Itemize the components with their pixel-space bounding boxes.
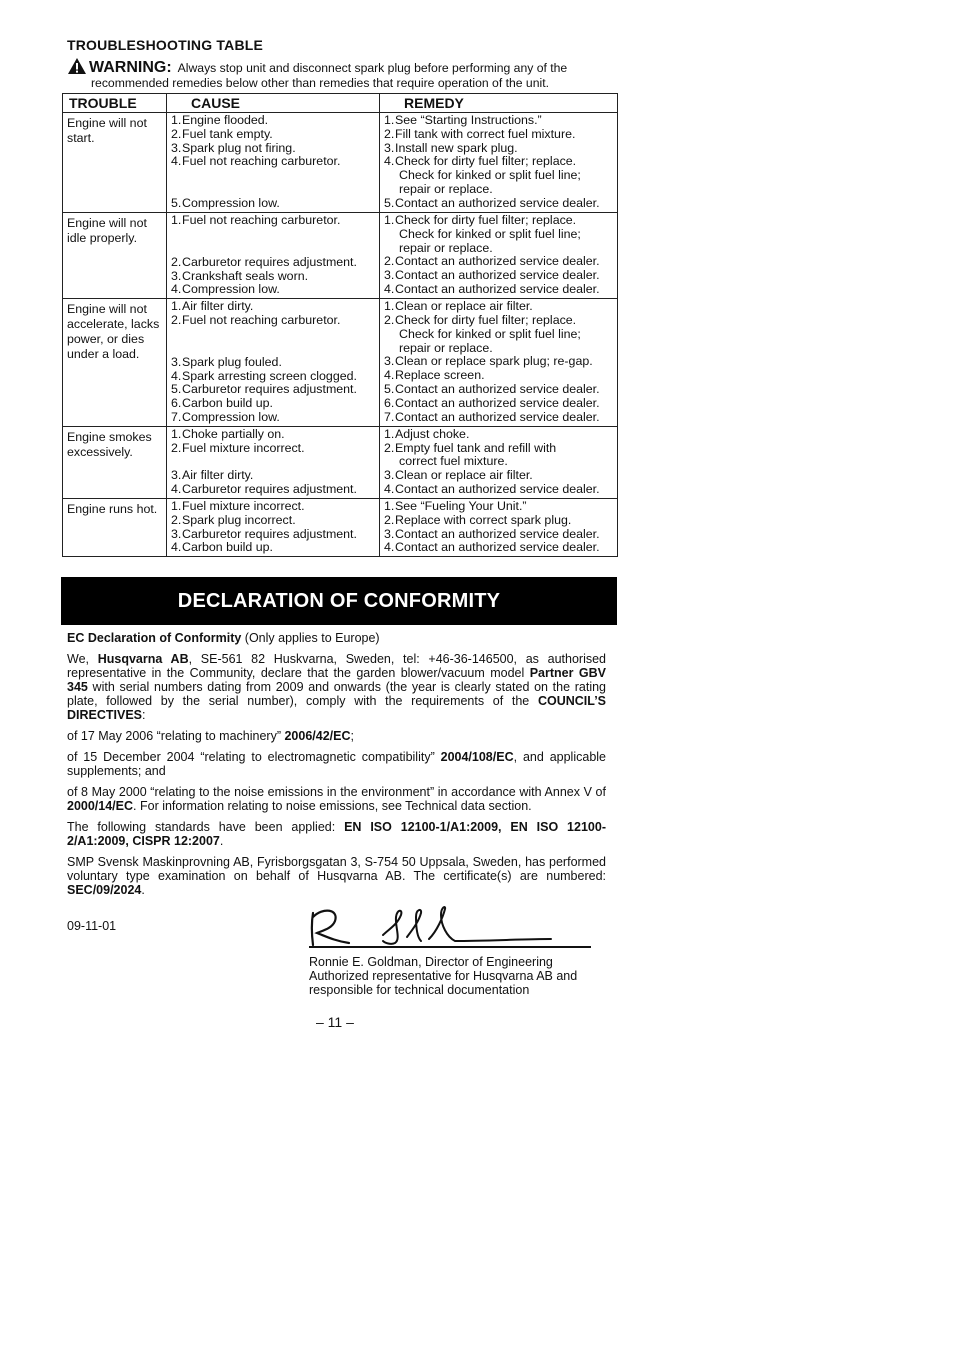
p1-directives: COUNCIL’S DIRECTIVES: [67, 694, 606, 722]
item-number: 1.: [171, 498, 182, 513]
remedy-item: [384, 442, 615, 456]
cause-item: [171, 383, 377, 397]
page-number: – 11 –: [316, 1014, 354, 1030]
item-number: 4.: [384, 481, 395, 496]
spacer: [171, 242, 377, 256]
item-text: Spark plug fouled.: [182, 354, 282, 369]
spacer: [171, 169, 377, 183]
remedy-item: [384, 411, 615, 425]
item-text: Spark arresting screen clogged.: [182, 368, 357, 383]
item-number: 2.: [384, 126, 395, 141]
item-text: Crankshaft seals worn.: [182, 268, 309, 283]
item-number: 3.: [384, 526, 395, 541]
p5-text-b: .: [219, 834, 224, 848]
p3-text-a: of 15 December 2004 “relating to electromagnetic compatibility”: [67, 750, 441, 764]
cause-item: [171, 397, 377, 411]
declaration-paragraph-4: [67, 785, 606, 813]
ec-title: EC Declaration of Conformity: [67, 631, 242, 645]
item-text: Fuel not reaching carburetor.: [182, 212, 341, 227]
p5-text-a: The following standards have been applied:: [67, 820, 345, 834]
item-number: 1.: [384, 498, 395, 513]
item-text: Carburetor requires adjustment.: [182, 526, 357, 541]
declaration-paragraph-3: [67, 750, 606, 778]
item-number: 4.: [384, 281, 395, 296]
remedy-item: [384, 469, 615, 483]
item-number: 5.: [171, 196, 182, 211]
cause-cell: [167, 299, 380, 427]
cause-item: [171, 528, 377, 542]
cause-cell: [167, 212, 380, 298]
item-number: 3.: [171, 140, 182, 155]
cause-item: [171, 142, 377, 156]
item-number: 1.: [171, 113, 182, 127]
item-text: Clean or replace air filter.: [395, 468, 533, 483]
item-number: 6.: [384, 395, 395, 410]
item-number: 4.: [384, 540, 395, 555]
item-number: 3.: [171, 526, 182, 541]
p1-model: Partner GBV 345: [67, 666, 606, 694]
item-text: repair or replace.: [399, 181, 493, 196]
item-number: 2.: [171, 254, 182, 269]
item-text: Contact an authorized service dealer.: [395, 254, 600, 269]
item-text: Contact an authorized service dealer.: [395, 526, 600, 541]
p2-text-a: of 17 May 2006 “relating to machinery”: [67, 729, 285, 743]
item-number: 5.: [384, 381, 395, 396]
remedy-item: [384, 541, 615, 555]
remedy-cell: [380, 113, 618, 213]
remedy-item: [384, 228, 615, 242]
remedy-item: [384, 197, 615, 211]
trouble-cell: Engine will not idle properly.: [63, 212, 167, 298]
p1-text-a: We,: [67, 652, 98, 666]
item-number: 1.: [384, 212, 395, 227]
remedy-cell: [380, 426, 618, 498]
item-text: Contact an authorized service dealer.: [395, 268, 600, 283]
cause-item: [171, 128, 377, 142]
item-text: See “Fueling Your Unit.”: [395, 498, 527, 513]
item-number: 2.: [171, 312, 182, 327]
item-text: Contact an authorized service dealer.: [395, 381, 600, 396]
cause-cell: [167, 498, 380, 556]
remedy-item: [384, 169, 615, 183]
item-number: 3.: [171, 268, 182, 283]
item-number: 2.: [384, 440, 395, 455]
item-text: Empty fuel tank and refill with: [395, 440, 557, 455]
p4-text-a: of 8 May 2000 “relating to the noise emissions in the environment” in accordance with Annex V of: [67, 785, 606, 799]
item-number: 4.: [384, 368, 395, 383]
remedy-item: [384, 355, 615, 369]
item-text: repair or replace.: [399, 340, 493, 355]
troubleshooting-rows: [63, 113, 618, 557]
cause-item: [171, 370, 377, 384]
item-text: Install new spark plug.: [395, 140, 518, 155]
item-number: 1.: [384, 426, 395, 441]
item-text: Air filter dirty.: [182, 299, 254, 314]
item-number: 4.: [171, 540, 182, 555]
remedy-cell: [380, 212, 618, 298]
remedy-item: [384, 369, 615, 383]
item-number: 1.: [171, 299, 182, 314]
cause-cell: [167, 426, 380, 498]
remedy-item: [384, 255, 615, 269]
cause-item: [171, 314, 377, 328]
table-row: [63, 212, 618, 298]
table-header-row: [63, 94, 618, 113]
item-text: Fuel tank empty.: [182, 126, 273, 141]
remedy-cell: [380, 498, 618, 556]
warning-text-2: recommended remedies below other than remedies that require operation of the unit.: [91, 76, 549, 90]
item-text: Carbon build up.: [182, 540, 273, 555]
item-text: correct fuel mixture.: [399, 454, 508, 469]
signer-line-2: Authorized representative for Husqvarna AB and: [309, 969, 578, 983]
cause-item: [171, 256, 377, 270]
item-number: 5.: [171, 382, 182, 397]
remedy-item: [384, 283, 615, 297]
item-number: 3.: [384, 468, 395, 483]
remedy-item: [384, 242, 615, 256]
remedy-item: [384, 342, 615, 356]
signer-line-3: responsible for technical documentation: [309, 983, 530, 997]
item-text: Compression low.: [182, 409, 280, 424]
item-text: Check for kinked or split fuel line;: [399, 168, 581, 183]
item-text: Spark plug incorrect.: [182, 512, 296, 527]
remedy-item: [384, 142, 615, 156]
p1-text-b: , SE-561 82 Huskvarna, Sweden, tel: +46-36-146500, as authorised representative in the Community, declare that the garden blower/vacuum model: [67, 652, 606, 680]
troubleshooting-title: TROUBLESHOOTING TABLE: [67, 37, 264, 53]
remedy-item: [384, 483, 615, 497]
item-text: repair or replace.: [399, 240, 493, 255]
p6-text-b: .: [141, 883, 145, 897]
item-number: 1.: [384, 113, 395, 127]
troubleshooting-table: [62, 93, 618, 557]
item-text: Replace screen.: [395, 368, 485, 383]
remedy-item: [384, 528, 615, 542]
item-text: Check for dirty fuel filter; replace.: [395, 312, 577, 327]
warning-triangle-icon: [67, 57, 87, 75]
spacer: [171, 328, 377, 342]
warning-label: WARNING:: [89, 59, 172, 76]
item-number: 7.: [171, 409, 182, 424]
declaration-body: [67, 631, 606, 904]
remedy-item: [384, 314, 615, 328]
item-text: Fuel mixture incorrect.: [182, 498, 305, 513]
item-text: Carburetor requires adjustment.: [182, 482, 357, 497]
p4-text-b: . For information relating to noise emissions, see Technical data section.: [133, 799, 532, 813]
item-number: 1.: [171, 426, 182, 441]
remedy-item: [384, 397, 615, 411]
cause-item: [171, 114, 377, 128]
item-number: 2.: [171, 512, 182, 527]
item-text: Compression low.: [182, 282, 280, 297]
item-number: 3.: [171, 354, 182, 369]
item-text: Check for dirty fuel filter; replace.: [395, 154, 577, 169]
remedy-item: [384, 328, 615, 342]
table-row: [63, 113, 618, 213]
item-text: Contact an authorized service dealer.: [395, 395, 600, 410]
cause-item: [171, 514, 377, 528]
cause-item: [171, 428, 377, 442]
item-text: Carbon build up.: [182, 396, 273, 411]
item-number: 3.: [384, 140, 395, 155]
cause-item: [171, 356, 377, 370]
declaration-paragraph-5: [67, 820, 606, 848]
cause-item: [171, 283, 377, 297]
spacer: [171, 455, 377, 469]
item-number: 2.: [171, 126, 182, 141]
cause-item: [171, 500, 377, 514]
cause-item: [171, 270, 377, 284]
p4-code: 2000/14/EC: [67, 799, 134, 813]
item-text: Clean or replace spark plug; re-gap.: [395, 354, 593, 369]
item-number: 7.: [384, 409, 395, 424]
header-cause: CAUSE: [167, 94, 380, 113]
item-text: Engine flooded.: [182, 113, 269, 127]
spacer: [171, 183, 377, 197]
remedy-item: [384, 214, 615, 228]
item-text: Contact an authorized service dealer.: [395, 195, 600, 210]
item-number: 2.: [171, 440, 182, 455]
p5-standards: EN ISO 12100-1/A1:2009, EN ISO 12100-2/A1:2009, CISPR 12:2007: [67, 820, 606, 848]
p6-text-a: SMP Svensk Maskinprovning AB, Fyrisborgsgatan 3, S-754 50 Uppsala, Sweden, has performed voluntary type examination on behalf of Husqvarna AB. The certificate(s) are numbered:: [67, 855, 606, 883]
item-number: 3.: [384, 268, 395, 283]
remedy-item: [384, 300, 615, 314]
item-text: Contact an authorized service dealer.: [395, 540, 600, 555]
cause-item: [171, 483, 377, 497]
item-text: Carburetor requires adjustment.: [182, 382, 357, 397]
trouble-cell: Engine runs hot.: [63, 498, 167, 556]
item-number: 3.: [171, 468, 182, 483]
trouble-cell: Engine will not accelerate, lacks power, or dies under a load.: [63, 299, 167, 427]
item-number: 4.: [384, 154, 395, 169]
item-number: 2.: [384, 254, 395, 269]
p1-text-d: :: [142, 708, 146, 722]
ec-note: (Only applies to Europe): [241, 631, 380, 645]
remedy-item: [384, 183, 615, 197]
p6-cert: SEC/09/2024: [67, 883, 142, 897]
trouble-cell: Engine will not start.: [63, 113, 167, 213]
declaration-paragraph-6: [67, 855, 606, 897]
declaration-paragraph-2: [67, 729, 606, 743]
item-text: Check for kinked or split fuel line;: [399, 226, 581, 241]
warning-text-1: Always stop unit and disconnect spark plug before performing any of the: [177, 61, 568, 75]
item-text: Carburetor requires adjustment.: [182, 254, 357, 269]
item-text: Contact an authorized service dealer.: [395, 281, 600, 296]
item-text: Spark plug not firing.: [182, 140, 296, 155]
p1-text-c: with serial numbers dating from 2009 and onwards (the year is clearly stated on the rating plate, followed by the serial number), comply with the requirements of the: [67, 680, 606, 708]
header-trouble: TROUBLE: [63, 94, 167, 113]
p1-company: Husqvarna AB: [97, 652, 189, 666]
cause-item: [171, 469, 377, 483]
cause-item: [171, 214, 377, 228]
item-number: 5.: [384, 195, 395, 210]
item-number: 1.: [384, 299, 395, 314]
remedy-item: [384, 514, 615, 528]
spacer: [171, 342, 377, 356]
item-text: Fill tank with correct fuel mixture.: [395, 126, 576, 141]
p2-text-b: ;: [350, 729, 354, 743]
declaration-paragraph-1: [67, 652, 606, 722]
item-number: 2.: [384, 312, 395, 327]
remedy-item: [384, 128, 615, 142]
item-text: Fuel not reaching carburetor.: [182, 312, 341, 327]
cause-item: [171, 197, 377, 211]
table-row: [63, 498, 618, 556]
item-number: 1.: [171, 212, 182, 227]
item-number: 4.: [171, 482, 182, 497]
item-number: 3.: [384, 354, 395, 369]
item-number: 6.: [171, 396, 182, 411]
signer-line-1: Ronnie E. Goldman, Director of Engineering: [309, 955, 553, 969]
item-number: 4.: [171, 368, 182, 383]
item-text: Contact an authorized service dealer.: [395, 409, 600, 424]
item-number: 2.: [384, 512, 395, 527]
remedy-item: [384, 428, 615, 442]
declaration-date: 09-11-01: [67, 919, 117, 933]
item-number: 4.: [171, 154, 182, 169]
remedy-item: [384, 155, 615, 169]
table-row: [63, 426, 618, 498]
remedy-item: [384, 455, 615, 469]
remedy-item: [384, 269, 615, 283]
p3-text-b: , and applicable supplements; and: [67, 750, 606, 778]
item-text: Adjust choke.: [395, 426, 470, 441]
remedy-cell: [380, 299, 618, 427]
signer-info: [309, 955, 619, 997]
trouble-cell: Engine smokes excessively.: [63, 426, 167, 498]
item-text: See “Starting Instructions.”: [395, 113, 542, 127]
item-text: Clean or replace air filter.: [395, 299, 533, 314]
item-text: Air filter dirty.: [182, 468, 254, 483]
item-text: Fuel not reaching carburetor.: [182, 154, 341, 169]
cause-item: [171, 442, 377, 456]
remedy-item: [384, 114, 615, 128]
ec-heading: [67, 631, 606, 645]
spacer: [171, 228, 377, 242]
remedy-item: [384, 383, 615, 397]
table-row: [63, 299, 618, 427]
item-text: Check for kinked or split fuel line;: [399, 326, 581, 341]
item-text: Choke partially on.: [182, 426, 285, 441]
p3-code: 2004/108/EC: [440, 750, 514, 764]
p2-code: 2006/42/EC: [284, 729, 351, 743]
header-remedy: REMEDY: [380, 94, 618, 113]
item-number: 4.: [171, 282, 182, 297]
item-text: Compression low.: [182, 196, 280, 211]
cause-item: [171, 300, 377, 314]
remedy-item: [384, 500, 615, 514]
cause-item: [171, 411, 377, 425]
item-text: Fuel mixture incorrect.: [182, 440, 305, 455]
item-text: Check for dirty fuel filter; replace.: [395, 212, 577, 227]
cause-cell: [167, 113, 380, 213]
item-text: Replace with correct spark plug.: [395, 512, 572, 527]
warning-notice: [67, 57, 627, 91]
signature-line: [309, 946, 591, 948]
item-text: Contact an authorized service dealer.: [395, 481, 600, 496]
cause-item: [171, 541, 377, 555]
declaration-banner: DECLARATION OF CONFORMITY: [61, 577, 617, 625]
cause-item: [171, 155, 377, 169]
